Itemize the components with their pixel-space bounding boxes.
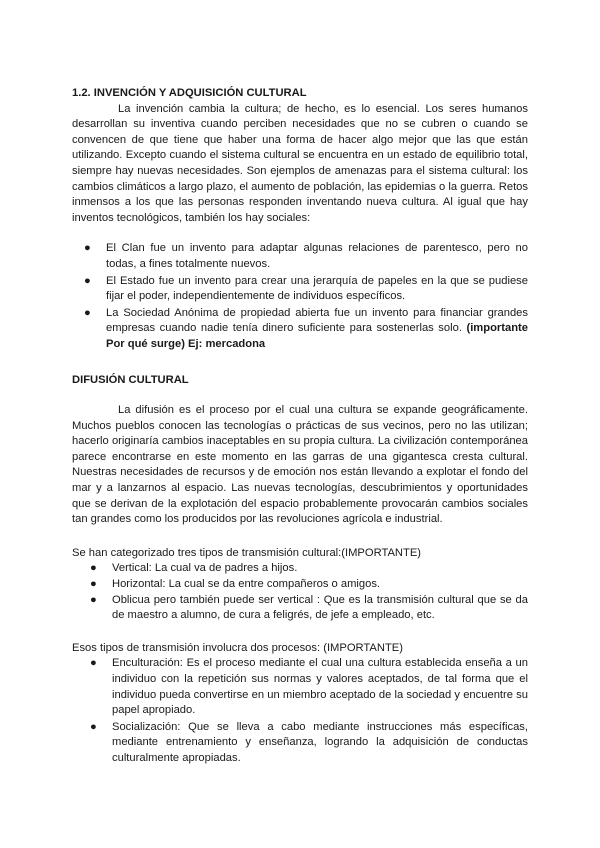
bullet-icon: ● bbox=[90, 720, 97, 733]
list-item bbox=[84, 306, 528, 353]
paragraph-invencion: La invención cambia la cultura; de hecho, es lo esencial. Los seres humanos desarrollan su inventiva cuando perciben necesidades que no se cubren o cuando se convencen de que tiene que haber una forma de hacer algo mejor que las que están utilizando. Excepto cuando el sistema cultural se encuentra en un estado de equilibrio total, siempre hay nuevas necesidades. Son ejemplos de amenazas para el sistema cultural: los cambios climáticos a largo plazo, el aumento de población, las epidemias o la guerra. Retos inmensos a los que las personas responden inventando nueva cultura. Al igual que hay inventos tecnológicos, también los hay sociales: bbox=[72, 102, 528, 224]
section-heading-difusion: DIFUSIÓN CULTURAL bbox=[72, 373, 189, 386]
list-item bbox=[90, 656, 528, 718]
list-item-text: El Clan fue un invento para adaptar algunas relaciones de parentesco, pero no todas, a fines totalmente nuevos. bbox=[106, 242, 528, 270]
list-item-text: Socialización: Que se lleva a cabo mediante instrucciones más específicas, mediante entrenamiento y enseñanza, logrando la adquisición de conductas culturalmente apropiadas. bbox=[112, 720, 528, 764]
list-item-text: Vertical: La cual va de padres a hijos. bbox=[112, 562, 298, 575]
transmission-intro: Se han categorizado tres tipos de transmisión cultural:(IMPORTANTE) bbox=[72, 546, 422, 559]
list-item bbox=[84, 241, 528, 272]
list-item-text: Horizontal: La cual se da entre compañeros o amigos. bbox=[112, 578, 381, 591]
list-item bbox=[90, 577, 528, 593]
list-item-bold-note: (importante Por qué surge) Ej: mercadona bbox=[106, 322, 528, 350]
list-item-text: La Sociedad Anónima de propiedad abierta fue un invento para financiar grandes empresas cuando nadie tenía dinero suficiente para sostenerlas solo. bbox=[106, 306, 528, 335]
bullet-list-inventos-sociales bbox=[72, 241, 528, 352]
list-item-text: Enculturación: Es el proceso mediante el cual una cultura establecida enseña a un individuo con la repetición sus normas y valores aceptados, de tal forma que el individuo pueda convertirse en un miembro aceptado de la sociedad y encuentre su papel apropiado. bbox=[112, 657, 528, 717]
bullet-list-procesos bbox=[72, 656, 528, 766]
processes-intro: Esos tipos de transmisión involucra dos procesos: (IMPORTANTE) bbox=[72, 641, 403, 654]
bullet-icon: ● bbox=[90, 593, 97, 606]
bullet-icon: ● bbox=[84, 242, 91, 255]
list-item bbox=[90, 593, 528, 624]
list-item bbox=[84, 274, 528, 305]
bullet-icon: ● bbox=[84, 274, 91, 287]
list-item bbox=[90, 720, 528, 767]
bullet-list-transmision bbox=[72, 561, 528, 623]
list-item bbox=[90, 561, 528, 577]
list-item-text: Oblicua pero también puede ser vertical : Que es la transmisión cultural que se da de maestro a alumno, de cura a feligrés, de jefe a empleado, etc. bbox=[112, 593, 528, 622]
paragraph-difusion: La difusión es el proceso por el cual una cultura se expande geográficamente. Muchos pueblos conocen las tecnologías o prácticas de sus vecinos, pero no las utilizan; hacerlo originaría cambios inaceptables en su propia cultura. La civilización contemporánea parece encontrarse en este momento en las garras de una gigantesca cresta cultural. Nuestras necesidades de recursos y de emoción nos están llevando a explotar el fondo del mar y a lanzarnos al espacio. Las nuevas tecnologías, descubrimientos y oportunidades que se derivan de la explotación del espacio probablemente provocarán cambios sociales tan grandes como los producidos por las revoluciones agrícola e industrial. bbox=[72, 404, 528, 526]
bullet-icon: ● bbox=[90, 578, 97, 591]
list-item-text: El Estado fue un invento para crear una jerarquía de papeles en la que se pudiese fijar el poder, independientemente de individuos específicos. bbox=[106, 274, 528, 303]
section-heading-invencion: 1.2. INVENCIÓN Y ADQUISICIÓN CULTURAL bbox=[72, 87, 307, 99]
bullet-icon: ● bbox=[84, 306, 91, 319]
bullet-icon: ● bbox=[90, 657, 97, 670]
bullet-icon: ● bbox=[90, 562, 97, 575]
